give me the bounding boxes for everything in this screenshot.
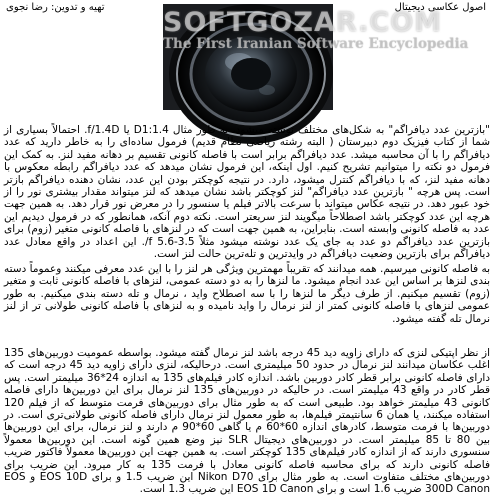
header-title: اصول عکاسی دیجیتال bbox=[394, 2, 486, 13]
watermark-tagline: The First Iranian Software Encyclopedia bbox=[163, 36, 469, 52]
watermark-logo: SOFTGOZAR.COM bbox=[163, 7, 443, 38]
header-author: تهیه و تدوین: رضا نجوی bbox=[6, 2, 105, 13]
paragraph-aperture: "بازترین عدد دیافراگم" به شکل‌های مختلف نوشته میشود، به طور مثال D1:1.4 یا f/1.4D. احتمالاً بسیاری از شما از کتاب فیزیک دوم دبیرستان ( البته رشته ریاضی نظام قدیم) فرمول ساده‌ای را به خاطر دارید که عدد دیافراگم را با آن محاسبه میشد. عدد دیافراگم برابر است با فاصله کانونی تقسیم بر دهانه مفید لنز. به کمک این فرمول دو نکته را میتوانیم تشریح کنیم. اول اینکه، این فرمول نشان میدهد که عدد دیافراگم رابطه معکوس با دهانه مفید لنز، که با دیافراگم کنترل میشود، دارد. در نتیجه کوچکتر بودن این عدد، نشان دهنده دیافراگم بازتر است. پس هرچه " بازترین عدد دیافراگم" لنز کوچکتر باشد نشان میدهد که لنز میتواند مقدار بیشتری نور را از خود عبور دهد. در نتیجه عکاس میتواند با سرعت بالاتر فیلم یا سنسور را در معرض نور قرار دهد. به همین جهت هرچه این عدد کوچکتر باشد اصطلاحاً میگویند لنز سریعتر است. نکته دوم آنکه، همانطور که در فرمول دیدیم این عدد به فاصله کانونی وابسته است. بنابراین، به همین جهت است که در لنزهای با فاصله کانونی متغیر (زوم) برای بازترین عدد دیافراگم دو عدد به جای یک عدد نوشته میشود مثلاً 3.5-5.6 f/. این اعداد در واقع معادل عدد دیافراگم برای بازترین وضعیت دیافراگم در واید‌ترین و تله‌ترین حالت لنز است. bbox=[4, 124, 491, 261]
paragraph-focal-length: به فاصله کانونی میرسیم. همه میدانند که تقریباً مهمترین ویژگی هر لنز را با این عدد معرفی میکنند وعموماً دسته بندی لنزها بر اساس این عدد انجام میشود. ما لنزها را به دو دسته عمومی، لنزهای با فاصله کانونی ثابت و متغیر (زوم) تقسیم میکنیم. از طرف دیگر ما لنزها را با سه اصطلاح واید ، نرمال و تله دسته بندی میکنیم. به طور عمومی لنزهای با فاصله کانونی کمتر از لنز نرمال را واید نامیده و به لنزهای با فاصله کانونی طولانی تر از لنز نرمال تله گفته میشود. bbox=[4, 263, 490, 325]
paragraph-normal-lens: از نظر اپتیکی لنزی که دارای زاویه دید 45 درجه باشد لنز نرمال گفته میشود. بواسطه عمومیت دوربین‌های 135 اغلب عکاسان میدانند لنز نرمال در حدود 50 میلیمتری است. درحالیکه، لنزی دارای زاویه دید 45 درجه است که دارای فاصله کانونی برابر قطر کادر دوربین باشد. اندازه کادر فیلم‌های 135 به اندازه 24*36 میلیمتر است. پس قطر کادر در واقع 43 میلیمتر است. در حالیکه در دوربین‌های 135 لنز نرمال برای این دوربین‌ها دارای فاصله کانونی 43 میلیمتر خواهد بود. طبیعی است که به طور مثال برای دوربین‌های فرمت متوسط که از فیلم 120 استفاده میکنند، یا همان 6 سانتیمتر فیلم‌ها، به طور معمول لنز نرمال دارای فاصله کانونی طولانی‌تری است. در دوربین‌ها با فرمت متوسط، کادرهای اندازه 60*60 م یا گاهی 60*90 م دارند و لنز نرمال، برای این دوربین‌ها بین 80 تا 85 میلیمتر است. در دوربین‌های دیجیتال SLR نیز وضع همین گونه است. این دوربین‌ها معمولاً سنسوری دارند که از اندازه کادر فیلم‌های 135 کوچکتر است. به همین جهت این دوربین‌ها معمولاً فاکتور ضریب فاصله کانونی دارند که برای محاسبه فاصله کانونی معادل با فرمت 135 به کار میرود. این ضریب برای دوربین‌های مختلف متفاوت است. به طور مثال برای Nikon D70 این ضریب 1.5 و برای EOS 10D و EOS 300D Canon ضریب 1.6 است و برای EOS 1D Canon این ضریب 1.3 است. bbox=[4, 347, 491, 496]
